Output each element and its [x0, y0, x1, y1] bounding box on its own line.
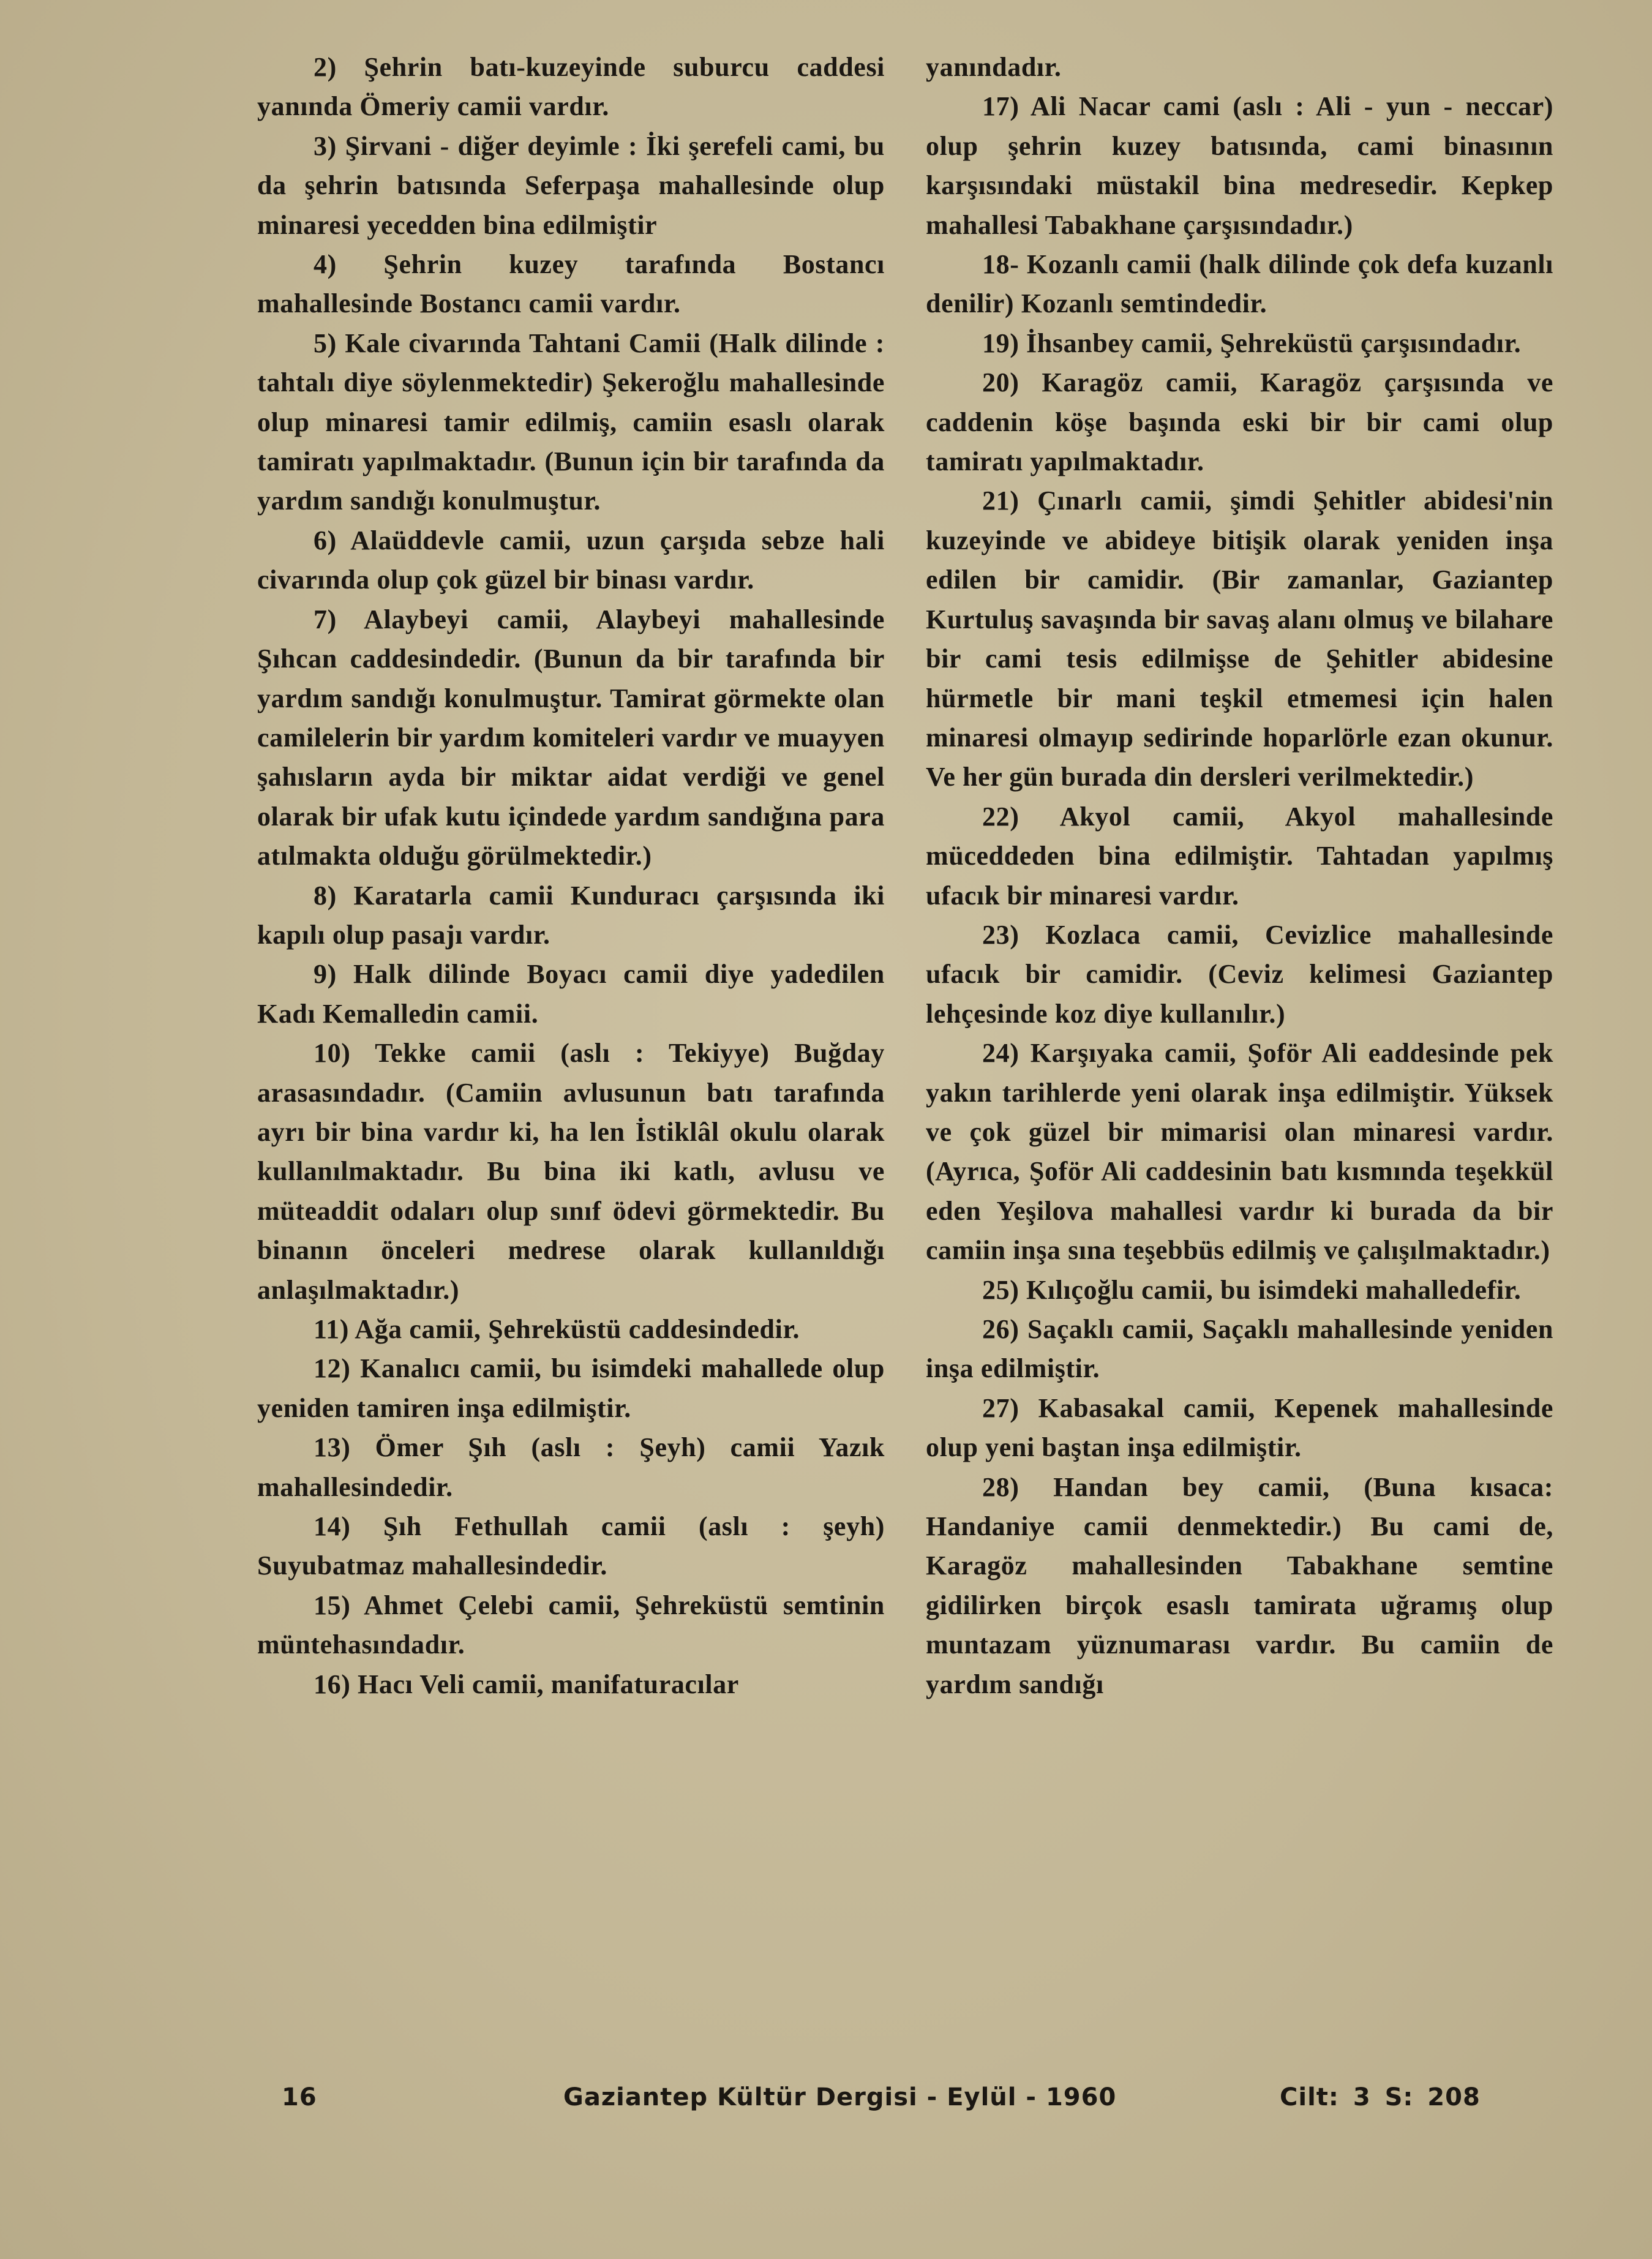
paragraph: 22) Akyol camii, Akyol mahallesinde müceddeden bina edilmiştir. Tahtadan yapılmış ufacık bir minaresi vardır.: [926, 801, 1553, 911]
paragraph: 26) Saçaklı camii, Saçaklı mahallesinde yeniden inşa edilmiştir.: [926, 1314, 1553, 1384]
paragraph: 17) Ali Nacar cami (aslı : Ali - yun - neccar) olup şehrin kuzey batısında, cami binasının karşısındaki müstakil bina medresedir. Kepkep mahallesi Tabakhane çarşısındadır.): [926, 91, 1553, 240]
paragraph: 27) Kabasakal camii, Kepenek mahallesinde olup yeni baştan inşa edilmiştir.: [926, 1393, 1553, 1463]
paragraph: 14) Şıh Fethullah camii (aslı : şeyh) Suyubatmaz mahallesindedir.: [257, 1511, 885, 1581]
paragraph: 5) Kale civarında Tahtani Camii (Halk dilinde : tahtalı diye söylenmektedir) Şekeroğlu mahallesinde olup minaresi tamir edilmiş, camiin esaslı olarak tamiratı yapılmaktadır. (Bunun için bir tarafında da yardım sandığı konulmuştur.: [257, 328, 885, 516]
paragraph: 18- Kozanlı camii (halk dilinde çok defa kuzanlı denilir) Kozanlı semtindedir.: [926, 249, 1553, 319]
page-number: 16: [282, 2083, 317, 2111]
paragraph: 8) Karatarla camii Kunduracı çarşısında iki kapılı olup pasajı vardır.: [257, 880, 885, 950]
paragraph: 15) Ahmet Çelebi camii, Şehreküstü semtinin müntehasındadır.: [257, 1590, 885, 1660]
paragraph: 19) İhsanbey camii, Şehreküstü çarşısındadır.: [982, 328, 1522, 358]
paragraph: 10) Tekke camii (aslı : Tekiyye) Buğday arasasındadır. (Camiin avlusunun batı tarafında ayrı bir bina vardır ki, ha len İstiklâl okulu olarak kullanılmaktadır. Bu bina iki katlı, avlusu ve müteaddit odaları olup sınıf ödevi görmektedir. Bu binanın önceleri medrese olarak kullanıldığı anlaşılmaktadır.): [257, 1038, 885, 1305]
paragraph: 24) Karşıyaka camii, Şoför Ali eaddesinde pek yakın tarihlerde yeni olarak inşa edilmiştir. Yüksek ve çok güzel bir mimarisi olan minaresi vardır. (Ayrıca, Şoför Ali caddesinin batı kısmında teşekkül eden Yeşilova mahallesi vardır ki burada da bir camiin inşa sına teşebbüs edilmiş ve çalışılmaktadır.): [926, 1038, 1553, 1266]
continuation-paragraph: yanındadır.: [926, 52, 1062, 82]
paragraph: 23) Kozlaca camii, Cevizlice mahallesinde ufacık bir camidir. (Ceviz kelimesi Gaziantep lehçesinde koz diye kullanılır.): [926, 919, 1553, 1029]
paragraph: 16) Hacı Veli camii, manifaturacılar: [314, 1669, 739, 1699]
paragraph: 21) Çınarlı camii, şimdi Şehitler abidesi'nin kuzeyinde ve abideye bitişik olarak yeniden inşa edilen bir camidir. (Bir zamanlar, Gaziantep Kurtuluş savaşında bir savaş alanı olmuş ve bilahare bir cami tesis edilmişse de Şehitler abidesine hürmetle bir mani teşkil etmemesi için halen minaresi olmayıp sedirinde hoparlörle ezan okunur. Ve her gün burada din dersleri verilmektedir.): [926, 486, 1553, 792]
volume-issue: Cilt: 3 S: 208: [1280, 2083, 1481, 2111]
paragraph: 20) Karagöz camii, Karagöz çarşısında ve caddenin köşe başında eski bir bir cami olup tamiratı yapılmaktadır.: [926, 367, 1553, 477]
paragraph: 6) Alaüddevle camii, uzun çarşıda sebze hali civarında olup çok güzel bir binası vardır.: [257, 525, 885, 595]
paragraph: 4) Şehrin kuzey tarafında Bostancı mahallesinde Bostancı camii vardır.: [257, 249, 885, 319]
paragraph: 12) Kanalıcı camii, bu isimdeki mahallede olup yeniden tamiren inşa edilmiştir.: [257, 1353, 885, 1423]
paragraph: 7) Alaybeyi camii, Alaybeyi mahallesinde Şıhcan caddesindedir. (Bunun da bir tarafında bir yardım sandığı konulmuştur. Tamirat görmekte olan camilelerin bir yardım komiteleri vardır ve muayyen şahısların ayda bir miktar aidat verdiği ve genel olarak bir ufak kutu içindede yardım sandığına para atılmakta olduğu görülmektedir.): [257, 604, 885, 871]
paragraph: 13) Ömer Şıh (aslı : Şeyh) camii Yazık mahallesindedir.: [257, 1432, 885, 1502]
paragraph: 25) Kılıçoğlu camii, bu isimdeki mahalledefir.: [982, 1274, 1522, 1305]
paragraph: 3) Şirvani - diğer deyimle : İki şerefeli cami, bu da şehrin batısında Seferpaşa mahallesinde olup minaresi yecedden bina edilmiştir: [257, 130, 885, 240]
journal-title: Gaziantep Kültür Dergisi - Eylül - 1960: [563, 2083, 1117, 2111]
page-footer: [0, 2083, 1652, 2120]
right-column: [926, 48, 1553, 1704]
paragraph: 28) Handan bey camii, (Buna kısaca: Handaniye camii denmektedir.) Bu cami de, Karagöz mahallesinden Tabakhane semtine gidilirken birçok esaslı tamirata uğramış olup muntazam yüznumarası vardır. Bu camiin de yardım sandığı: [926, 1472, 1553, 1699]
paragraph: 2) Şehrin batı-kuzeyinde suburcu caddesi yanında Ömeriy camii vardır.: [257, 52, 885, 122]
paragraph: 11) Ağa camii, Şehreküstü caddesindedir.: [314, 1314, 800, 1344]
left-column: [257, 48, 885, 1704]
paragraph: 9) Halk dilinde Boyacı camii diye yadedilen Kadı Kemalledin camii.: [257, 959, 885, 1029]
